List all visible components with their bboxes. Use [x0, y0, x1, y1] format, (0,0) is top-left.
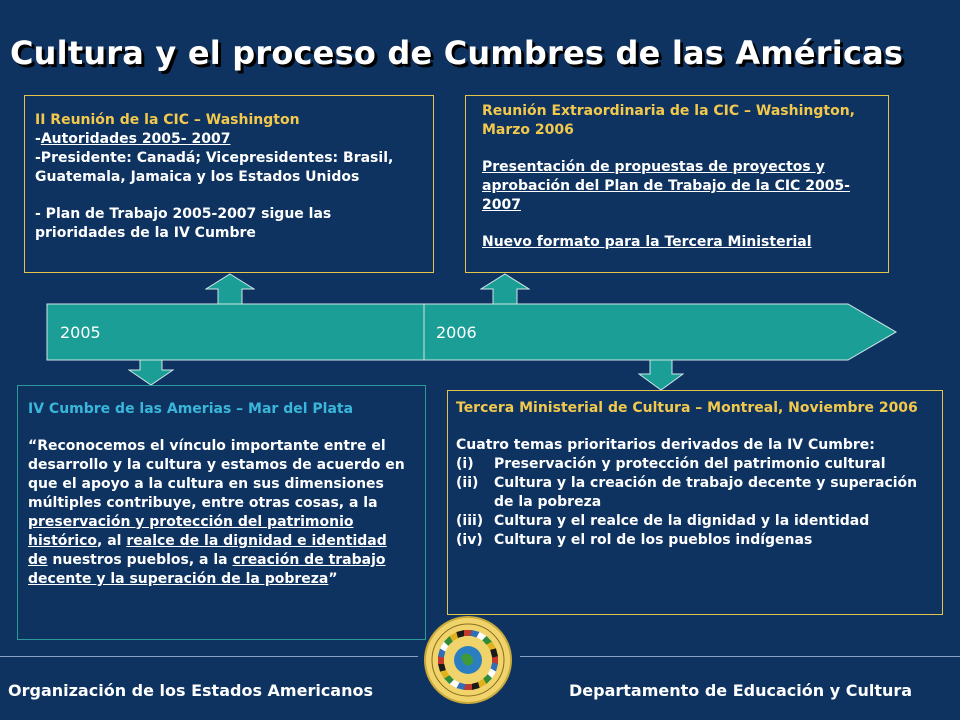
year-2006-label: 2006 — [436, 323, 477, 342]
proposals-link[interactable]: Presentación de propuestas de proyectos y aprobación del Plan de Trabajo de la CIC 2005-2007 — [482, 159, 850, 213]
arrow-up-icon — [205, 273, 255, 305]
box-iv-cumbre — [17, 385, 426, 640]
box-cic-washington — [24, 95, 434, 273]
heritage-link[interactable]: preservación y protección del patrimonio histórico — [28, 514, 354, 549]
presidency-line: -Presidente: Canadá; Vicepresidentes: Brasil, Guatemala, Jamaica y los Estados Unidos — [35, 150, 394, 185]
list-item: (i) Preservación y protección del patrimonio cultural — [456, 456, 886, 472]
themes-intro: Cuatro temas prioritarios derivados de la IV Cumbre: — [456, 437, 875, 453]
workplan-line: - Plan de Trabajo 2005-2007 sigue las prioridades de la IV Cumbre — [35, 206, 332, 241]
box-heading: IV Cumbre de las Amerias – Mar del Plata — [28, 401, 354, 417]
authorities-line: -Autoridades 2005- 2007 — [35, 131, 231, 147]
themes-list — [456, 455, 934, 550]
summit-quote: “Reconocemos el vínculo importante entre el desarrollo y la cultura y estamos de acuerdo en que el apoyo a la cultura en sus dimensiones múltiples contribuye, entre otras cosas, a la preservación y protección del patrimonio histórico, al realce de la dignidad e identidad de nuestros pueblos, a la creación de trabajo decente y la superación de la pobreza” — [28, 438, 405, 587]
authorities-link[interactable]: Autoridades 2005- 2007 — [40, 131, 231, 147]
list-item: (ii) Cultura y la creación de trabajo decente y superación de la pobreza — [456, 475, 918, 510]
work-link[interactable]: creación de trabajo decente y la superación de la pobreza — [28, 552, 386, 587]
arrow-up-icon — [480, 273, 530, 305]
box-ministerial — [447, 390, 943, 615]
list-item: (iii) Cultura y el realce de la dignidad y la identidad — [456, 513, 870, 529]
list-item: (iv) Cultura y el rol de los pueblos indígenas — [456, 532, 813, 548]
footer-divider — [0, 656, 418, 657]
footer-divider — [520, 656, 960, 657]
footer-organization: Organización de los Estados Americanos — [8, 681, 373, 700]
dignity-link[interactable]: realce de la dignidad e identidad de — [28, 533, 387, 568]
oas-seal-icon — [423, 615, 513, 705]
footer-department: Departamento de Educación y Cultura — [569, 681, 913, 700]
slide-title: Cultura y el proceso de Cumbres de las Américas — [10, 34, 904, 72]
year-2005-label: 2005 — [60, 323, 101, 342]
arrow-down-icon — [128, 358, 174, 386]
format-link[interactable]: Nuevo formato para la Tercera Ministerial — [482, 234, 812, 250]
box-heading: II Reunión de la CIC – Washington — [35, 112, 300, 128]
arrow-down-icon — [638, 358, 684, 391]
box-extraordinaria — [465, 95, 889, 273]
box-heading: Tercera Ministerial de Cultura – Montreal, Noviembre 2006 — [456, 400, 918, 416]
box-heading: Reunión Extraordinaria de la CIC – Washington, Marzo 2006 — [482, 103, 855, 138]
